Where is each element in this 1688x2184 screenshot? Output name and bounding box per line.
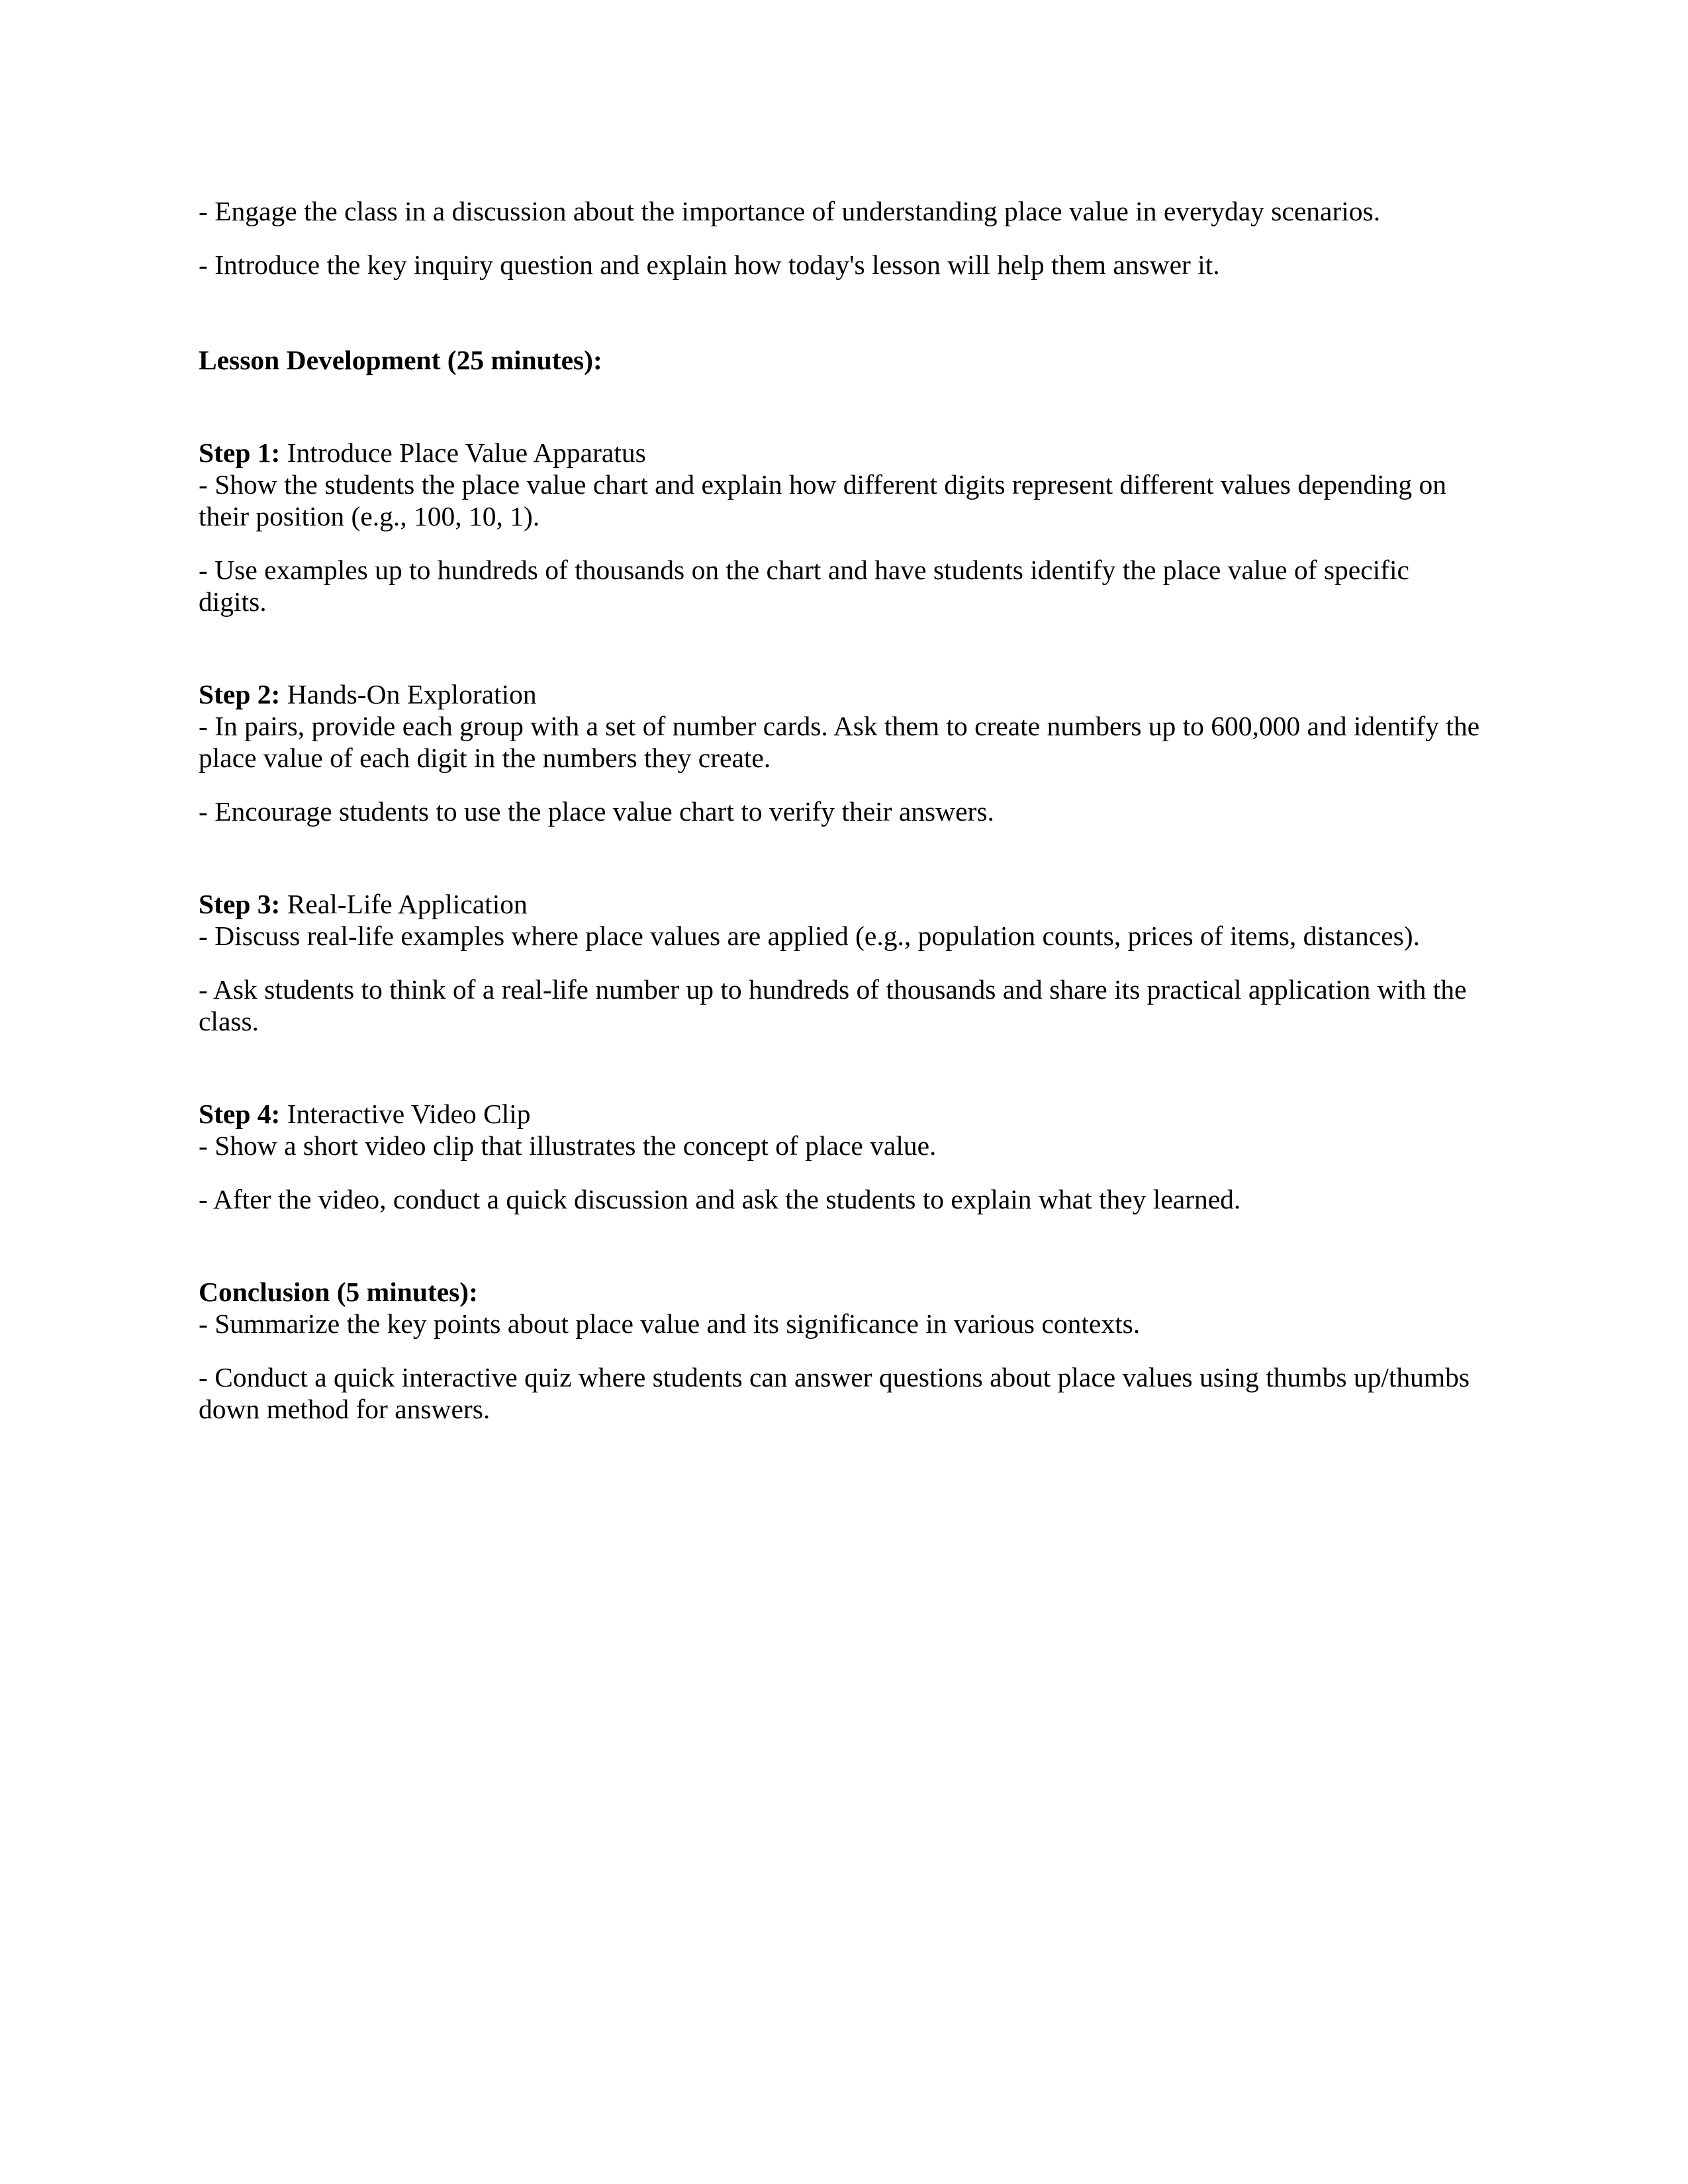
step-1-heading bbox=[199, 437, 1479, 469]
step-4-title: Interactive Video Clip bbox=[280, 1099, 531, 1129]
step-3-label: Step 3: bbox=[199, 889, 281, 919]
step-3-heading bbox=[199, 888, 1479, 920]
step-3-bullet-2: - Ask students to think of a real-life number up to hundreds of thousands and share its practical application with the class. bbox=[199, 974, 1467, 1036]
lesson-development-heading: Lesson Development (25 minutes): bbox=[199, 345, 602, 375]
intro-bullet-2: - Introduce the key inquiry question and explain how today's lesson will help them answer it. bbox=[199, 250, 1220, 280]
step-4-label: Step 4: bbox=[199, 1099, 281, 1129]
step-2-block bbox=[199, 678, 1479, 827]
spacer-before-step-2 bbox=[199, 617, 1479, 678]
step-1-title: Introduce Place Value Apparatus bbox=[280, 437, 646, 468]
conclusion-heading: Conclusion (5 minutes): bbox=[199, 1277, 478, 1307]
step-1-bullet-2: - Use examples up to hundreds of thousands on the chart and have students identify the place value of specific digits. bbox=[199, 555, 1409, 617]
conclusion-bullet-2: - Conduct a quick interactive quiz where students can answer questions about place values using thumbs up/thumbs down method for answers. bbox=[199, 1362, 1470, 1424]
step-2-title: Hands-On Exploration bbox=[280, 679, 537, 709]
intro-bullet-list bbox=[199, 195, 1479, 281]
step-2-label: Step 2: bbox=[199, 679, 281, 709]
step-3-block bbox=[199, 888, 1479, 1037]
step-1-label: Step 1: bbox=[199, 437, 281, 468]
spacer-before-step-4 bbox=[199, 1037, 1479, 1098]
step-2-heading bbox=[199, 678, 1479, 710]
spacer-before-step-1 bbox=[199, 376, 1479, 437]
spacer-before-lesson-development bbox=[199, 281, 1479, 344]
step-1-block bbox=[199, 437, 1479, 617]
spacer-before-step-3 bbox=[199, 827, 1479, 888]
intro-bullet-1: - Engage the class in a discussion about the importance of understanding place value in everyday scenarios. bbox=[199, 196, 1381, 226]
conclusion-bullet-1: - Summarize the key points about place value and its significance in various contexts. bbox=[199, 1308, 1141, 1339]
step-1-bullet-1: - Show the students the place value chart and explain how different digits represent different values depending on their position (e.g., 100, 10, 1). bbox=[199, 469, 1446, 531]
conclusion-bullet-list bbox=[199, 1308, 1479, 1425]
step-4-heading bbox=[199, 1098, 1479, 1130]
step-4-bullet-2: - After the video, conduct a quick discussion and ask the students to explain what they learned. bbox=[199, 1184, 1241, 1214]
step-2-bullet-1: - In pairs, provide each group with a set of number cards. Ask them to create numbers up to 600,000 and identify the place value of each digit in the numbers they create. bbox=[199, 711, 1479, 773]
spacer-before-conclusion bbox=[199, 1215, 1479, 1276]
step-4-bullet-1: - Show a short video clip that illustrates the concept of place value. bbox=[199, 1130, 937, 1161]
step-4-block bbox=[199, 1098, 1479, 1215]
document-body bbox=[199, 195, 1479, 1425]
step-3-bullet-1: - Discuss real-life examples where place values are applied (e.g., population counts, prices of items, distances). bbox=[199, 921, 1420, 951]
step-2-bullet-2: - Encourage students to use the place value chart to verify their answers. bbox=[199, 796, 994, 827]
step-3-title: Real-Life Application bbox=[280, 889, 528, 919]
